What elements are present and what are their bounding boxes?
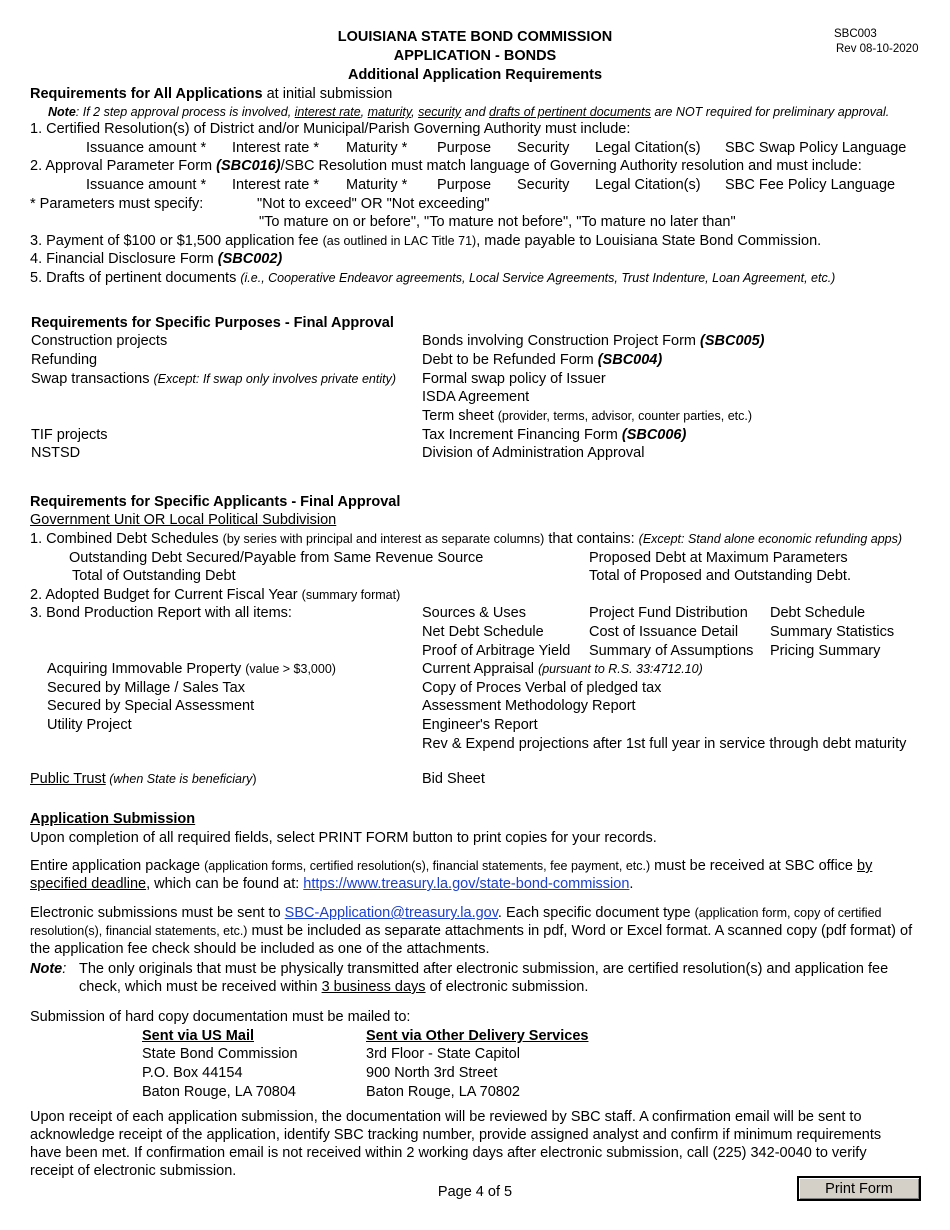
public-trust-requirement: Bid Sheet [422, 771, 485, 787]
all-apps-heading: Requirements for All Applications at initial submission [30, 86, 393, 102]
print-form-button[interactable]: Print Form [797, 1176, 921, 1201]
mail-other-line: 900 North 3rd Street [366, 1065, 498, 1081]
item1-col: Legal Citation(s) [595, 140, 701, 156]
all-apps-item-4: 4. Financial Disclosure Form (SBC002) [30, 251, 283, 267]
item1-col: Purpose [437, 140, 492, 156]
item2-col: Purpose [437, 177, 492, 193]
submission-p2: Entire application package (application forms, certified resolution(s), financial statements, fee payment, etc.) must be received at SBC office by specified deadline, which can be found at: https://www.treasury.la.gov/state-bond-commission. [30, 858, 873, 892]
millage-requirement: Copy of Proces Verbal of pledged tax [422, 680, 662, 696]
submission-note-label: Note: [30, 961, 67, 977]
report-item: Debt Schedule [770, 605, 866, 621]
form-code: SBC003 [834, 28, 877, 40]
report-item: Sources & Uses [422, 605, 526, 621]
all-apps-item-1: 1. Certified Resolution(s) of District and/or Municipal/Parish Governing Authority must include: [30, 121, 631, 137]
page-number: Page 4 of 5 [437, 1184, 513, 1200]
applicants-item-1: 1. Combined Debt Schedules (by series with principal and interest as separate columns) that contains: (Except: Stand alone economic refunding apps) [30, 531, 903, 547]
applicants-heading: Requirements for Specific Applicants - Final Approval [30, 494, 401, 510]
all-apps-item-3: 3. Payment of $100 or $1,500 application fee (as outlined in LAC Title 71), made payable to Louisiana State Bond Commission. [30, 233, 822, 249]
submission-p4: Upon receipt of each application submission, the documentation will be reviewed by SBC staff. A confirmation email will be sent to acknowledge receipt of the application, identify SBC tracking number, provide assigned analyst and confirm if minimum requirements have been met. If confirmation email is not received within 2 working days after electronic submission, call (225) 342-0040 to verify receipt of electronic submission. [30, 1109, 882, 1179]
purpose-right: ISDA Agreement [422, 389, 530, 405]
item1-col: Security [517, 140, 570, 156]
debt-right-2: Total of Proposed and Outstanding Debt. [589, 568, 851, 584]
revision-date: Rev 08-10-2020 [836, 43, 919, 55]
all-apps-item-2: 2. Approval Parameter Form (SBC016)/SBC Resolution must match language of Governing Authority resolution and must include: [30, 158, 862, 174]
item2-col: Maturity * [346, 177, 408, 193]
mail-us-line: State Bond Commission [142, 1046, 298, 1062]
purpose-right: Debt to be Refunded Form (SBC004) [422, 352, 663, 368]
header-subtitle: APPLICATION - BONDS [393, 48, 557, 64]
mail-other-line: Baton Rouge, LA 70802 [366, 1084, 520, 1100]
header-section-title: Additional Application Requirements [347, 67, 603, 83]
mail-us-line: P.O. Box 44154 [142, 1065, 243, 1081]
purposes-heading: Requirements for Specific Purposes - Final Approval [31, 315, 394, 331]
report-item: Cost of Issuance Detail [589, 624, 739, 640]
report-item: Summary of Assumptions [589, 643, 754, 659]
debt-left-1: Outstanding Debt Secured/Payable from Same Revenue Source [69, 550, 484, 566]
public-trust-label: Public Trust (when State is beneficiary) [30, 771, 257, 787]
mail-us-heading: Sent via US Mail [142, 1028, 255, 1044]
mail-intro: Submission of hard copy documentation must be mailed to: [30, 1009, 411, 1025]
submission-p1: Upon completion of all required fields, select PRINT FORM button to print copies for your records. [30, 830, 657, 846]
millage-label: Secured by Millage / Sales Tax [47, 680, 246, 696]
item2-col: Interest rate * [232, 177, 320, 193]
parameters-label: * Parameters must specify: [30, 196, 204, 212]
treasury-website-link[interactable]: https://www.treasury.la.gov/state-bond-commission [303, 876, 630, 892]
assessment-label: Secured by Special Assessment [47, 698, 255, 714]
item1-col: Issuance amount * [86, 140, 207, 156]
all-apps-item-5: 5. Drafts of pertinent documents (i.e., Cooperative Endeavor agreements, Local Service Agreements, Trust Indenture, Loan Agreement, etc.) [30, 270, 836, 286]
item2-col: Issuance amount * [86, 177, 207, 193]
item1-col: SBC Swap Policy Language [725, 140, 907, 156]
purpose-right: Tax Increment Financing Form (SBC006) [422, 427, 687, 443]
report-item: Proof of Arbitrage Yield [422, 643, 571, 659]
mail-us-line: Baton Rouge, LA 70804 [142, 1084, 296, 1100]
purpose-left: TIF projects [31, 427, 108, 443]
purpose-left: NSTSD [31, 445, 81, 461]
item1-col: Maturity * [346, 140, 408, 156]
assessment-requirement: Assessment Methodology Report [422, 698, 636, 714]
purpose-left: Refunding [31, 352, 98, 368]
all-apps-note: Note: If 2 step approval process is involved, interest rate, maturity, security and drafts of pertinent documents are NOT required for preliminary approval. [48, 105, 890, 119]
utility-requirement: Engineer's Report [422, 717, 538, 733]
parameters-option-2: "To mature on or before", "To mature not before", "To mature no later than" [259, 214, 736, 230]
applicants-subheading: Government Unit OR Local Political Subdivision [30, 512, 337, 528]
property-requirement: Current Appraisal (pursuant to R.S. 33:4712.10) [422, 661, 703, 677]
report-item: Pricing Summary [770, 643, 881, 659]
submission-heading: Application Submission [30, 811, 196, 827]
parameters-option-1: "Not to exceed" OR "Not exceeding" [257, 196, 490, 212]
submission-note: The only originals that must be physically transmitted after electronic submission, are certified resolution(s) and application fee check, which must be received within 3 business days of electronic submission. [79, 961, 889, 995]
applicants-item-2: 2. Adopted Budget for Current Fiscal Year (summary format) [30, 587, 401, 603]
purpose-left: Construction projects [31, 333, 168, 349]
utility-requirement-2: Rev & Expend projections after 1st full year in service through debt maturity [422, 736, 907, 752]
item2-col: Security [517, 177, 570, 193]
item2-col: SBC Fee Policy Language [725, 177, 896, 193]
report-item: Project Fund Distribution [589, 605, 748, 621]
item2-col: Legal Citation(s) [595, 177, 701, 193]
property-label: Acquiring Immovable Property (value > $3,000) [47, 661, 336, 677]
debt-left-2: Total of Outstanding Debt [72, 568, 236, 584]
mail-other-line: 3rd Floor - State Capitol [366, 1046, 520, 1062]
utility-label: Utility Project [47, 717, 132, 733]
applicants-item-3: 3. Bond Production Report with all items: [30, 605, 292, 621]
report-item: Summary Statistics [770, 624, 895, 640]
submission-p3: Electronic submissions must be sent to SBC-Application@treasury.la.gov. Each specific document type (application form, copy of certified resolution(s), financial statements, etc.) must be included as separate attachments in pdf, Word or Excel format. A scanned copy (pdf format) of the application fee check should be included as one of the attachments. [30, 905, 913, 957]
header-title: LOUISIANA STATE BOND COMMISSION [337, 29, 613, 45]
mail-other-heading: Sent via Other Delivery Services [366, 1028, 589, 1044]
purpose-right: Formal swap policy of Issuer [422, 371, 606, 387]
sbc-email-link[interactable]: SBC-Application@treasury.la.gov [284, 905, 498, 921]
report-item: Net Debt Schedule [422, 624, 544, 640]
purpose-right: Bonds involving Construction Project Form (SBC005) [422, 333, 765, 349]
purpose-right: Division of Administration Approval [422, 445, 645, 461]
item1-col: Interest rate * [232, 140, 320, 156]
purpose-right: Term sheet (provider, terms, advisor, counter parties, etc.) [422, 408, 753, 424]
purpose-left: Swap transactions (Except: If swap only involves private entity) [31, 371, 396, 387]
debt-right-1: Proposed Debt at Maximum Parameters [589, 550, 848, 566]
